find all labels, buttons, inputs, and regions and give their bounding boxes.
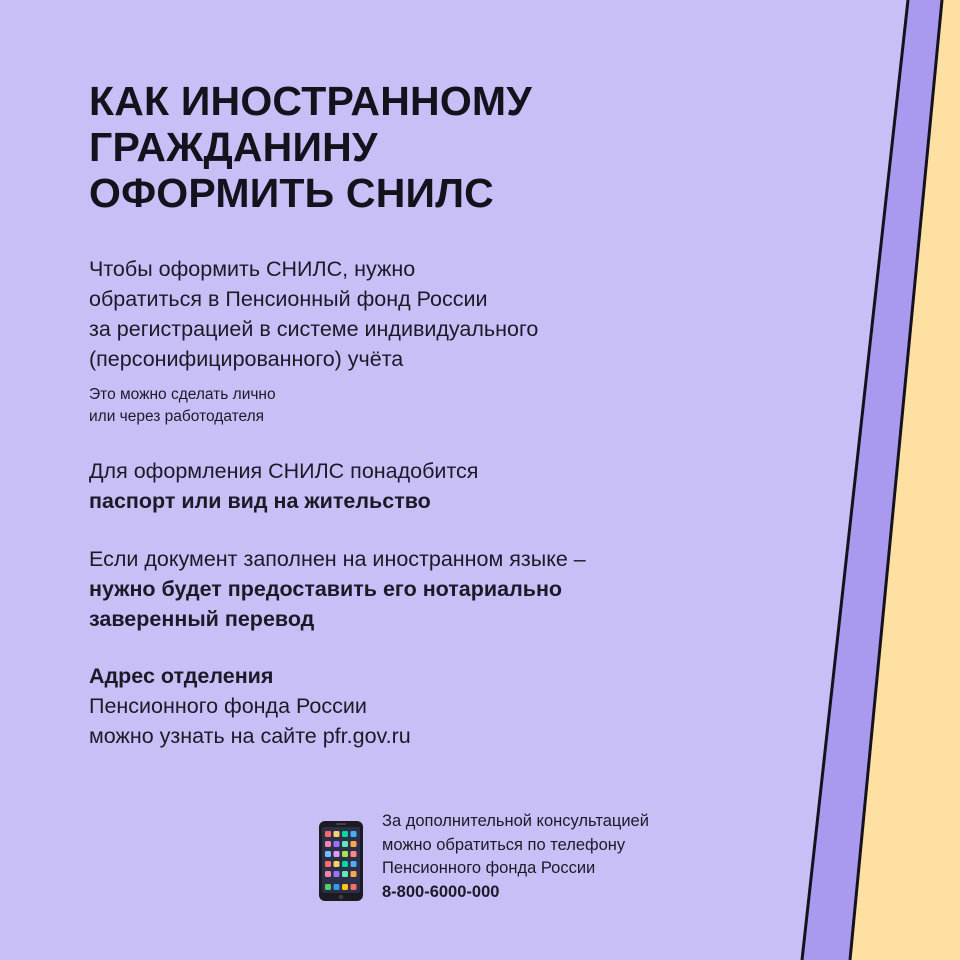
note-line-1: Это можно сделать лично xyxy=(89,386,276,403)
address-line-3: можно узнать на сайте pfr.gov.ru xyxy=(89,724,411,748)
documents-paragraph xyxy=(89,456,478,516)
documents-line-2: паспорт или вид на жительство xyxy=(89,489,431,513)
app-tile-icon xyxy=(325,861,331,867)
app-tile-icon xyxy=(334,851,340,857)
app-tile-icon xyxy=(334,841,340,847)
app-tile-icon xyxy=(351,831,357,837)
consultation-line-1: За дополнительной консультацией xyxy=(382,812,649,830)
intro-line-3: за регистрацией в системе индивидуального xyxy=(89,317,539,341)
translation-line-1: Если документ заполнен на иностранном языке – xyxy=(89,547,586,571)
app-tile-icon xyxy=(334,871,340,877)
consultation-block xyxy=(318,810,738,910)
app-tile-icon xyxy=(325,831,331,837)
consultation-line-3: Пенсионного фонда России xyxy=(382,859,596,877)
translation-line-2: нужно будет предоставить его нотариально xyxy=(89,577,563,601)
app-tile-icon xyxy=(334,861,340,867)
title-line-3: ОФОРМИТЬ СНИЛС xyxy=(89,170,494,216)
consultation-phone-number: 8-800-6000-000 xyxy=(382,882,500,901)
app-tile-icon xyxy=(325,871,331,877)
dock-app-icon xyxy=(351,884,357,890)
translation-paragraph xyxy=(89,544,586,634)
title-line-2: ГРАЖДАНИНУ xyxy=(89,124,378,170)
note-paragraph xyxy=(89,384,276,428)
app-tile-icon xyxy=(334,831,340,837)
app-tile-icon xyxy=(351,841,357,847)
app-tile-icon xyxy=(351,871,357,877)
dock-app-icon xyxy=(325,884,331,890)
consultation-line-2: можно обратиться по телефону xyxy=(382,835,626,854)
app-tile-icon xyxy=(342,841,348,847)
translation-line-3: заверенный перевод xyxy=(89,607,315,631)
address-line-1: Адрес отделения xyxy=(89,664,274,688)
intro-line-4: (персонифицированного) учёта xyxy=(89,347,404,371)
app-tile-icon xyxy=(351,861,357,867)
app-tile-icon xyxy=(325,841,331,847)
title-line-1: КАК ИНОСТРАННОМУ xyxy=(89,78,532,124)
note-line-2: или через работодателя xyxy=(89,408,265,425)
app-tile-icon xyxy=(342,871,348,877)
consultation-text xyxy=(382,810,649,904)
app-tile-icon xyxy=(325,851,331,857)
dock-app-icon xyxy=(342,884,348,890)
page-title xyxy=(89,78,532,216)
intro-line-2: обратиться в Пенсионный фонд России xyxy=(89,287,488,311)
app-tile-icon xyxy=(342,851,348,857)
intro-line-1: Чтобы оформить СНИЛС, нужно xyxy=(89,257,416,281)
app-tile-icon xyxy=(342,831,348,837)
address-line-2: Пенсионного фонда России xyxy=(89,694,367,718)
mobile-phone-icon xyxy=(318,820,364,902)
dock-app-icon xyxy=(334,884,340,890)
documents-line-1: Для оформления СНИЛС понадобится xyxy=(89,459,479,483)
address-paragraph xyxy=(89,661,411,751)
intro-paragraph xyxy=(89,254,538,374)
app-tile-icon xyxy=(342,861,348,867)
app-tile-icon xyxy=(351,851,357,857)
